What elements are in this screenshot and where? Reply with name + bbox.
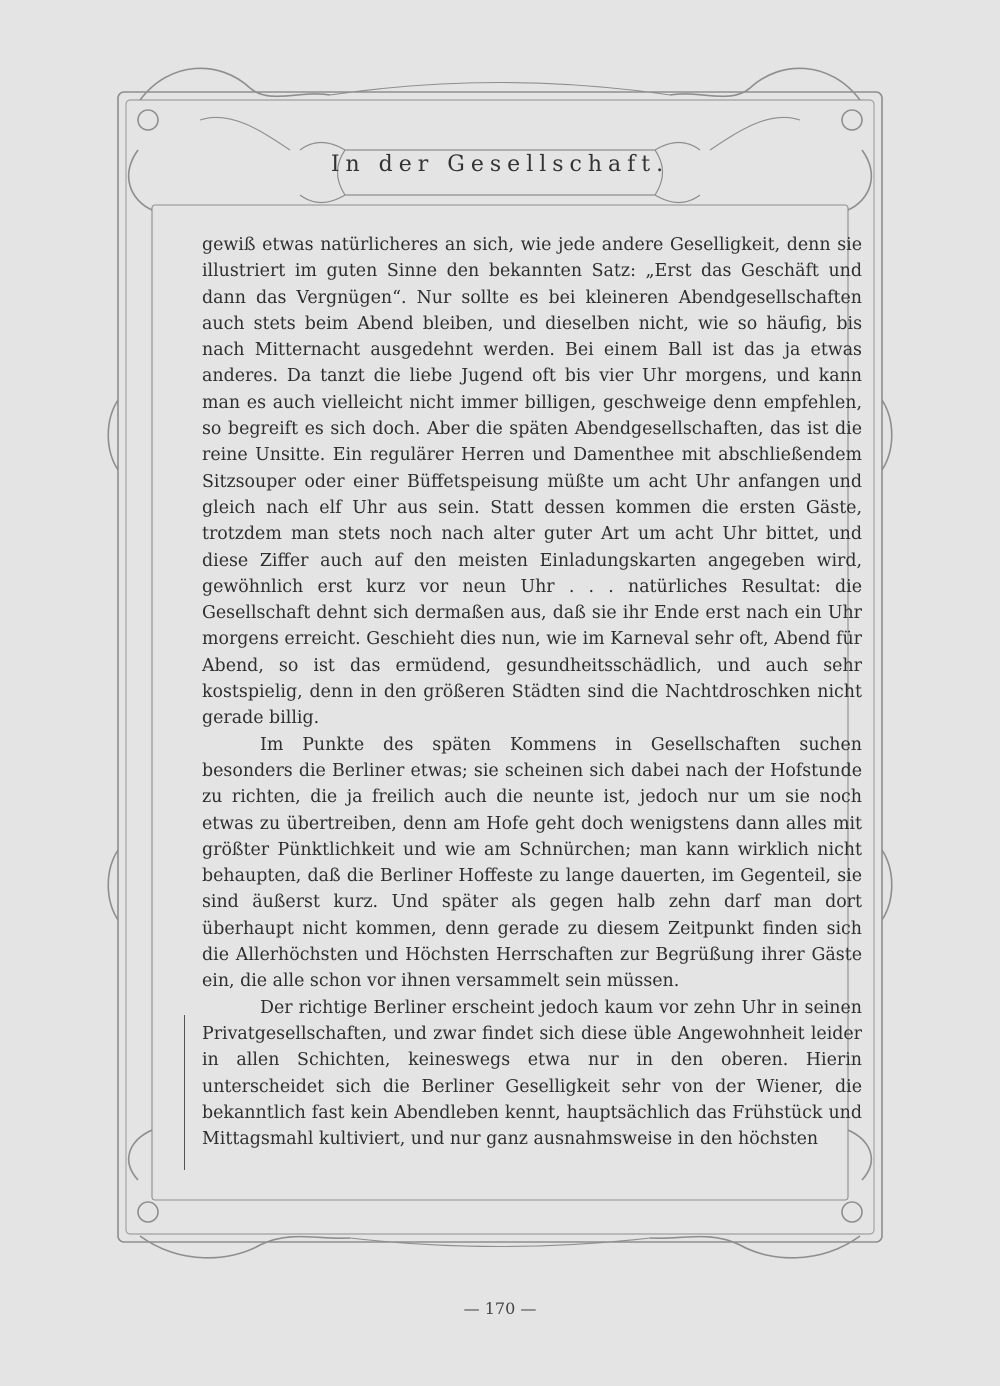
body-text — [202, 232, 862, 1152]
page-number: — 170 — — [463, 1299, 537, 1318]
paragraph-3: Der richtige Berliner erscheint jedoch kaum vor zehn Uhr in seinen Privatgesellschaften, und zwar findet sich diese üble Angewohnheit leider in allen Schichten, keineswegs etwa nur in den oberen. Hierin unterscheidet sich die Berliner Geselligkeit sehr von der Wiener, die bekanntlich fast kein Abendleben kennt, hauptsächlich das Frühstück und Mittagsmahl kultiviert, und nur ganz ausnahmsweise in den höchsten — [202, 997, 862, 1150]
paragraph-2: Im Punkte des späten Kommens in Gesellschaften suchen besonders die Berliner etwas; sie scheinen sich dabei nach der Hofstunde zu richten, die ja freilich auch die neunte ist, jedoch nur um sie noch etwas zu übertreiben, denn am Hofe geht doch wenigstens dann alles mit größter Pünktlichkeit und wie am Schnürchen; man kann wirklich nicht behaupten, daß die Berliner Hoffeste zu lange dauerten, im Gegenteil, sie sind äußerst kurz. Und später als gegen halb zehn darf man dort überhaupt nicht kommen, denn gerade zu diesem Zeitpunkt finden sich die Allerhöchsten und Höchsten Herrschaften zur Begrüßung ihrer Gäste ein, die alle schon vor ihnen versammelt sein müssen. — [202, 734, 862, 992]
paragraph-1: gewiß etwas natürlicheres an sich, wie jede andere Geselligkeit, denn sie illustriert im guten Sinne den bekannten Satz: „Erst das Geschäft und dann das Vergnügen“. Nur sollte es bei kleineren Abendgesellschaften auch stets beim Abend bleiben, und dieselben nicht, wie so häufig, bis nach Mitternacht ausgedehnt werden. Bei einem Ball ist das ja etwas anderes. Da tanzt die liebe Jugend oft bis vier Uhr morgens, und kann man es auch vielleicht nicht immer billigen, geschweige denn empfehlen, so begreift es sich doch. Aber die späten Abendgesellschaften, das ist die reine Unsitte. Ein regulärer Herren und Damenthee mit abschließendem Sitzsouper oder einer Büffetspeisung müßte um acht Uhr anfangen und gleich nach elf Uhr aus sein. Statt dessen kommen die ersten Gäste, trotzdem man stets noch nach alter guter Art um acht Uhr bittet, und diese Ziffer auch auf den meisten Einladungskarten angegeben wird, gewöhnlich erst kurz vor neun Uhr . . . natürliches Resultat: die Gesellschaft dehnt sich dermaßen aus, daß sie ihr Ende erst nach ein Uhr morgens erreicht. Geschieht dies nun, wie im Karneval sehr oft, Abend für Abend, so ist das ermüdend, gesundheitsschädlich, und auch sehr kostspielig, denn in den größeren Städten sind die Nachtdroschken nicht gerade billig. — [202, 235, 862, 729]
page-header-title: In der Gesellschaft. — [330, 152, 670, 177]
margin-mark — [184, 1015, 185, 1170]
